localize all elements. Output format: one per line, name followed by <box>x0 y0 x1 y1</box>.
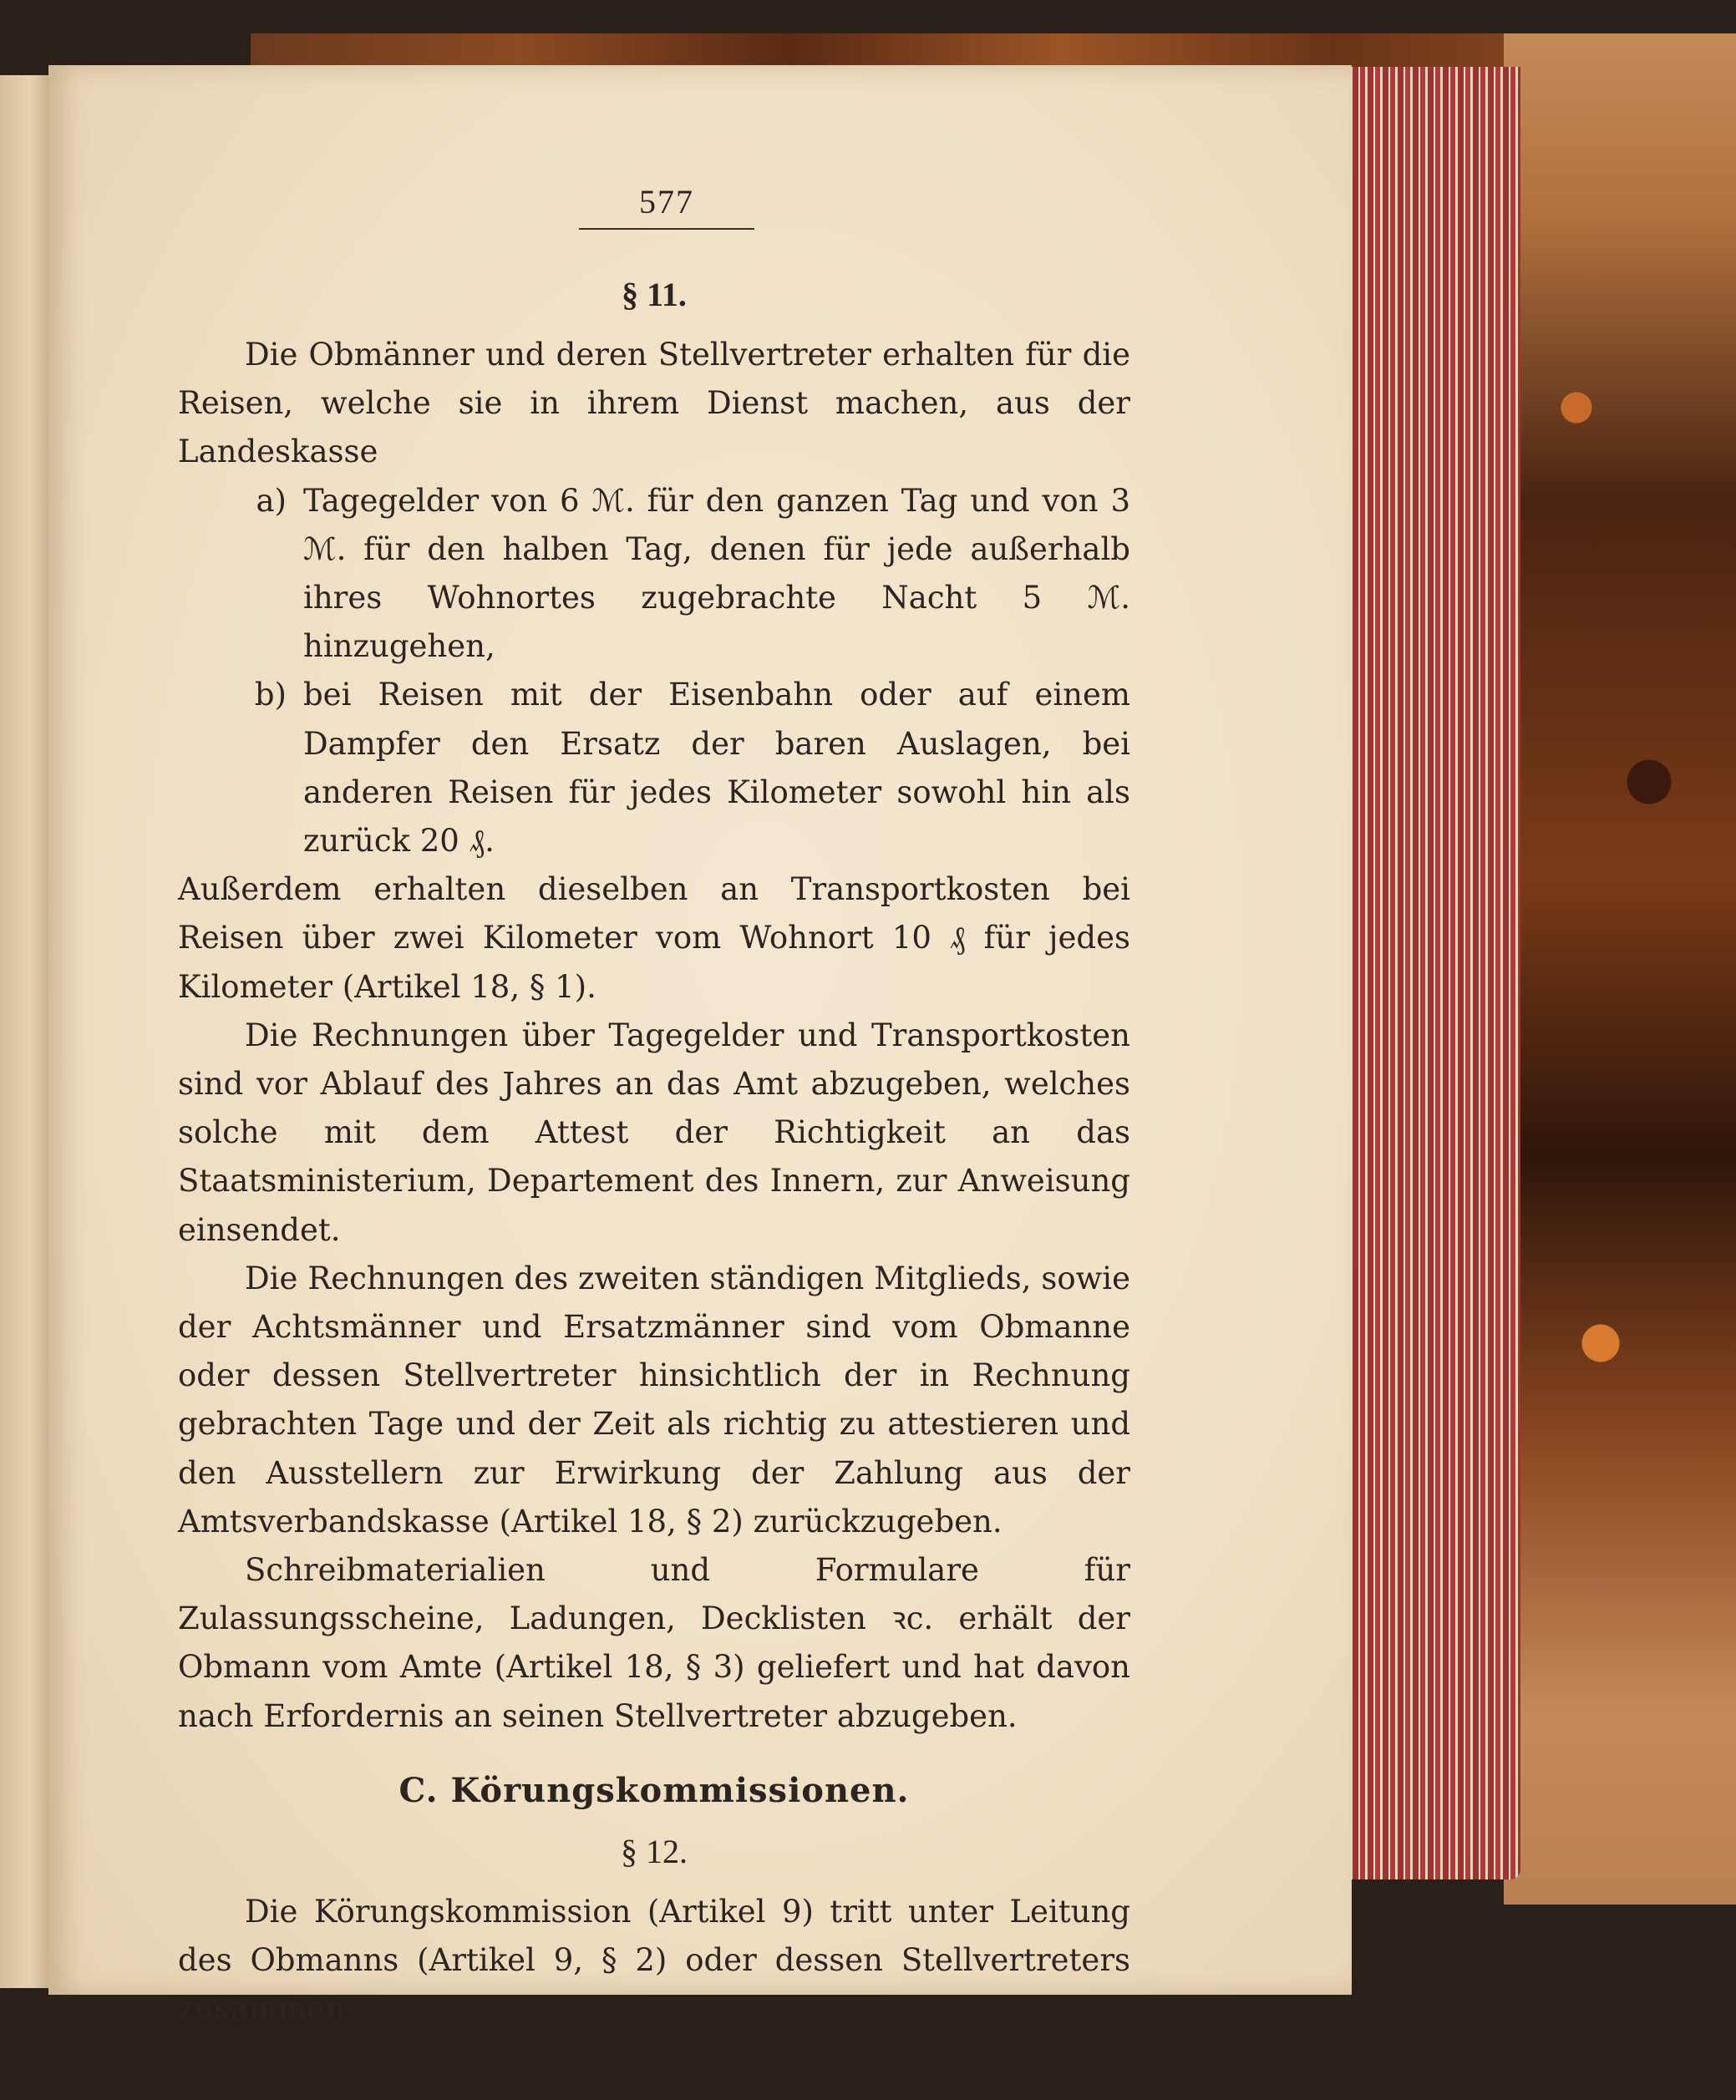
section-heading-c: C. Körungskommissionen. <box>398 1770 910 1810</box>
list-item-a <box>178 477 1130 672</box>
section-11-intro: Die Obmänner und deren Stellvertreter erhalten für die Reisen, welche sie in ihrem Dienst machen, aus der Landeskasse <box>178 337 1130 470</box>
section-11-mark: § 11. <box>622 276 687 313</box>
paragraph-invoices-1: Die Rechnungen über Tagegelder und Transportkosten sind vor Ablauf des Jahres an das Amt abzugeben, welches solche mit dem Attest der Richtigkeit an das Staatsministerium, Departement des Innern, zur Anweisung einsendet. <box>178 1017 1130 1248</box>
list-item-b <box>178 671 1130 865</box>
item-a-label: a) <box>256 482 287 519</box>
item-b-text: bei Reisen mit der Eisenbahn oder auf einem Dampfer den Ersatz der baren Auslagen, bei anderen Reisen für jedes Kilometer sowohl hin als zurück 20 ₰. <box>303 677 1130 860</box>
page-number: 577 <box>579 182 754 230</box>
paragraph-writing-materials: Schreibmaterialien und Formulare für Zulassungsscheine, Ladungen, Decklisten ꝛc. erhält der Obmann vom Amte (Artikel 18, § 3) geliefert und hat davon nach Erfordernis an seinen Stellvertreter abzugeben. <box>178 1552 1130 1734</box>
paragraph-transport-costs: Außerdem erhalten dieselben an Transportkosten bei Reisen über zwei Kilometer vom Wohnort 10 ₰ für jedes Kilometer (Artikel 18, § 1). <box>178 871 1130 1005</box>
facing-page-edge <box>0 75 50 1988</box>
page-text-block <box>178 182 1130 2034</box>
item-b-label: b) <box>254 677 287 713</box>
marbled-cover-board <box>1504 33 1736 1905</box>
paragraph-invoices-2: Die Rechnungen des zweiten ständigen Mitglieds, sowie der Achtsmänner und Ersatzmänner sind vom Obmanne oder dessen Stellvertreter hinsichtlich der in Rechnung gebrachten Tage und der Zeit als richtig zu attestieren und den Ausstellern zur Erwirkung der Zahlung aus der Amtsverbandskasse (Artikel 18, § 2) zurückzugeben. <box>178 1260 1130 1539</box>
item-a-text: Tagegelder von 6 ℳ. für den ganzen Tag und von 3 ℳ. für den halben Tag, denen für jede außerhalb ihres Wohnortes zugebrachte Nacht 5 ℳ. hinzugehen, <box>303 482 1130 665</box>
section-12-mark: § 12. <box>621 1832 688 1870</box>
page-stack-edges <box>1345 67 1520 1879</box>
section-12-text: Die Körungskommission (Artikel 9) tritt unter Leitung des Obmanns (Artikel 9, § 2) oder dessen Stellvertreters zusammen <box>178 1893 1130 2027</box>
book-page <box>48 65 1352 2027</box>
